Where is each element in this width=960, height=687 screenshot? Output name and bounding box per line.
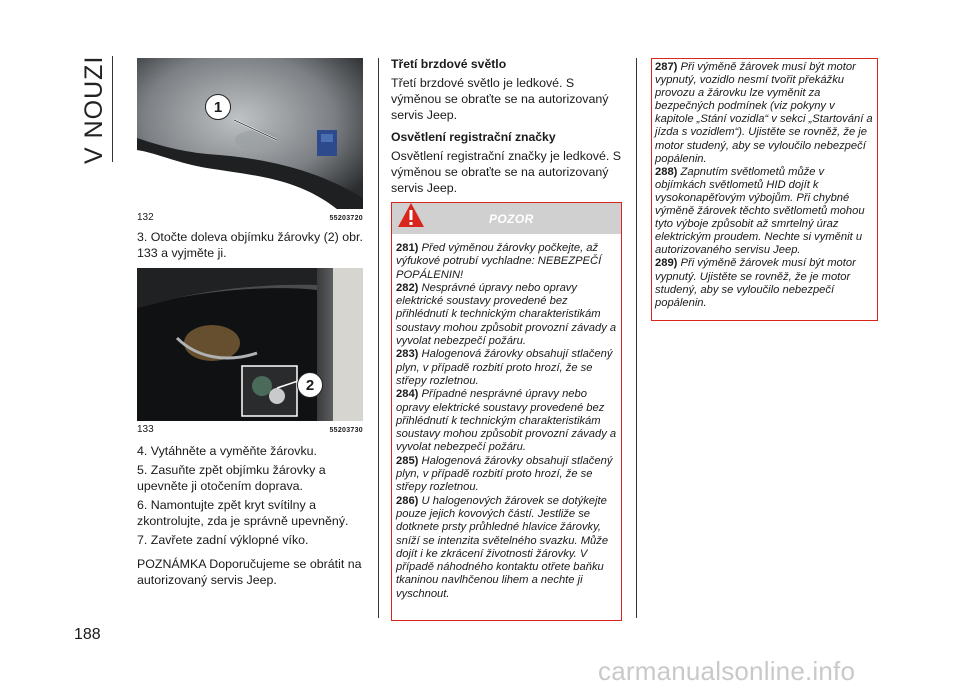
step-item: 4. Vytáhněte a vyměňte žárovku.: [137, 444, 317, 458]
caution-box: [651, 58, 878, 321]
note-text: POZNÁMKA Doporučujeme se obrátit na autorizovaný servis Jeep.: [137, 557, 362, 587]
brake-light-text: Třetí brzdové světlo je ledkové. S výměnou se obraťte se na autorizovaný servis Jeep.: [391, 76, 609, 122]
step-item: 5. Zasuňte zpět objímku žárovky a upevněte ji otočením doprava.: [137, 463, 326, 493]
callout-1: 1: [205, 94, 231, 120]
caution-body: [652, 61, 877, 310]
photo-lamp-socket: [137, 268, 363, 421]
warning-triangle-icon: [396, 201, 426, 229]
warning-item: 281) Před výměnou žárovky počkejte, až výfukové potrubí vychladne: NEBEZPEČÍ POPÁLENIN!: [396, 242, 602, 281]
photo-tailgate-lamp: [137, 58, 363, 209]
brake-light-heading: Třetí brzdové světlo: [391, 57, 507, 71]
figure-133: [137, 268, 363, 435]
figure-number: 132: [137, 212, 154, 223]
lights-section: [391, 56, 623, 199]
section-title: V NOUZI: [80, 55, 108, 164]
callout-2: 2: [297, 372, 323, 398]
figure-132: [137, 58, 363, 223]
watermark: carmanualsonline.info: [598, 656, 856, 686]
caution-item: 289) Při výměně žárovek musí být motor vypnutý. Ujistěte se rovněž, že je motor studený, aby se vyloučilo nebezpečí popálenin.: [655, 257, 856, 309]
figure-code: 55203720: [329, 215, 363, 222]
warning-item: 286) U halogenových žárovek se dotýkejte pouze jejich kovových částí. Jestliže se dotknete prsty průhledné hlavice žárovky, sníží se intenzita světelného svazku. Může dojít i ke zkrácení životnosti žárovky. V případě náhodného kontaktu otřete baňku tkaninou navlhčenou lihem a nechte ji vyschnout.: [396, 494, 609, 600]
column-divider-1: [378, 58, 379, 618]
warning-item: 284) Případné nesprávné úpravy nebo opravy elektrické soustavy provedené bez přihlédnutí k technickým charakteristikám soustavy mohou způsobit provozní závady a vyvolat nebezpečí požáru.: [396, 388, 617, 454]
section-divider: [112, 56, 113, 162]
step-3-text: 3. Otočte doleva objímku žárovky (2) obr. 133 a vyjměte ji.: [137, 230, 363, 260]
steps-list: [137, 443, 365, 591]
step-3: [137, 229, 365, 264]
warning-item: 282) Nesprávné úpravy nebo opravy elektrické soustavy provedené bez přihlédnutí k technickým charakteristikám soustavy mohou způsobit provozní závady a vyvolat nebezpečí požáru.: [396, 281, 617, 348]
warning-item: 285) Halogenová žárovky obsahují stlačený plyn, v případě rozbití proto hrozí, že se střepy rozletnou.: [396, 454, 613, 494]
caution-item: 288) Zapnutím světlometů může v objímkách světlometů HID dojít k vysokonapěťovým výbojům. Při chybné výměně žárovek těchto světlometů mohou tyto výboje způsobit až smrtelný úraz elektrickým proudem. Nechte si vyměnit u autorizovaného servisu Jeep.: [655, 165, 865, 257]
page-number: 188: [74, 626, 101, 643]
warning-header: [392, 203, 621, 234]
plate-light-text: Osvětlení registrační značky je ledkové. S výměnou se obraťte se na autorizovaný servis Jeep.: [391, 149, 622, 195]
warning-body: [392, 234, 621, 601]
column-divider-2: [636, 58, 637, 618]
figure-number: 133: [137, 424, 154, 435]
warning-item: 283) Halogenová žárovky obsahují stlačený plyn, v případě rozbití proto hrozí, že se střepy rozletnou.: [396, 348, 613, 387]
figure-code: 55203730: [329, 427, 363, 434]
step-item: 6. Namontujte zpět kryt svítilny a zkontrolujte, zda je správně upevněný.: [137, 498, 349, 528]
caution-item: 287) Při výměně žárovek musí být motor vypnutý, vozidlo nesmí tvořit překážku provozu a žárovku lze vyměnit za bezpečných podmínek (viz pokyny v kapitole „Stání vozidla“ v sekci „Startování a jízda s vozidlem“). Ujistěte se rovněž, že je motor studený, aby se vyloučilo nebezpečí popálenin.: [655, 61, 873, 165]
plate-light-heading: Osvětlení registrační značky: [391, 130, 556, 144]
step-item: 7. Zavřete zadní výklopné víko.: [137, 533, 309, 547]
figure-caption: [137, 212, 363, 223]
warning-label: POZOR: [489, 212, 534, 226]
figure-caption: [137, 424, 363, 435]
warning-box: [391, 202, 622, 621]
